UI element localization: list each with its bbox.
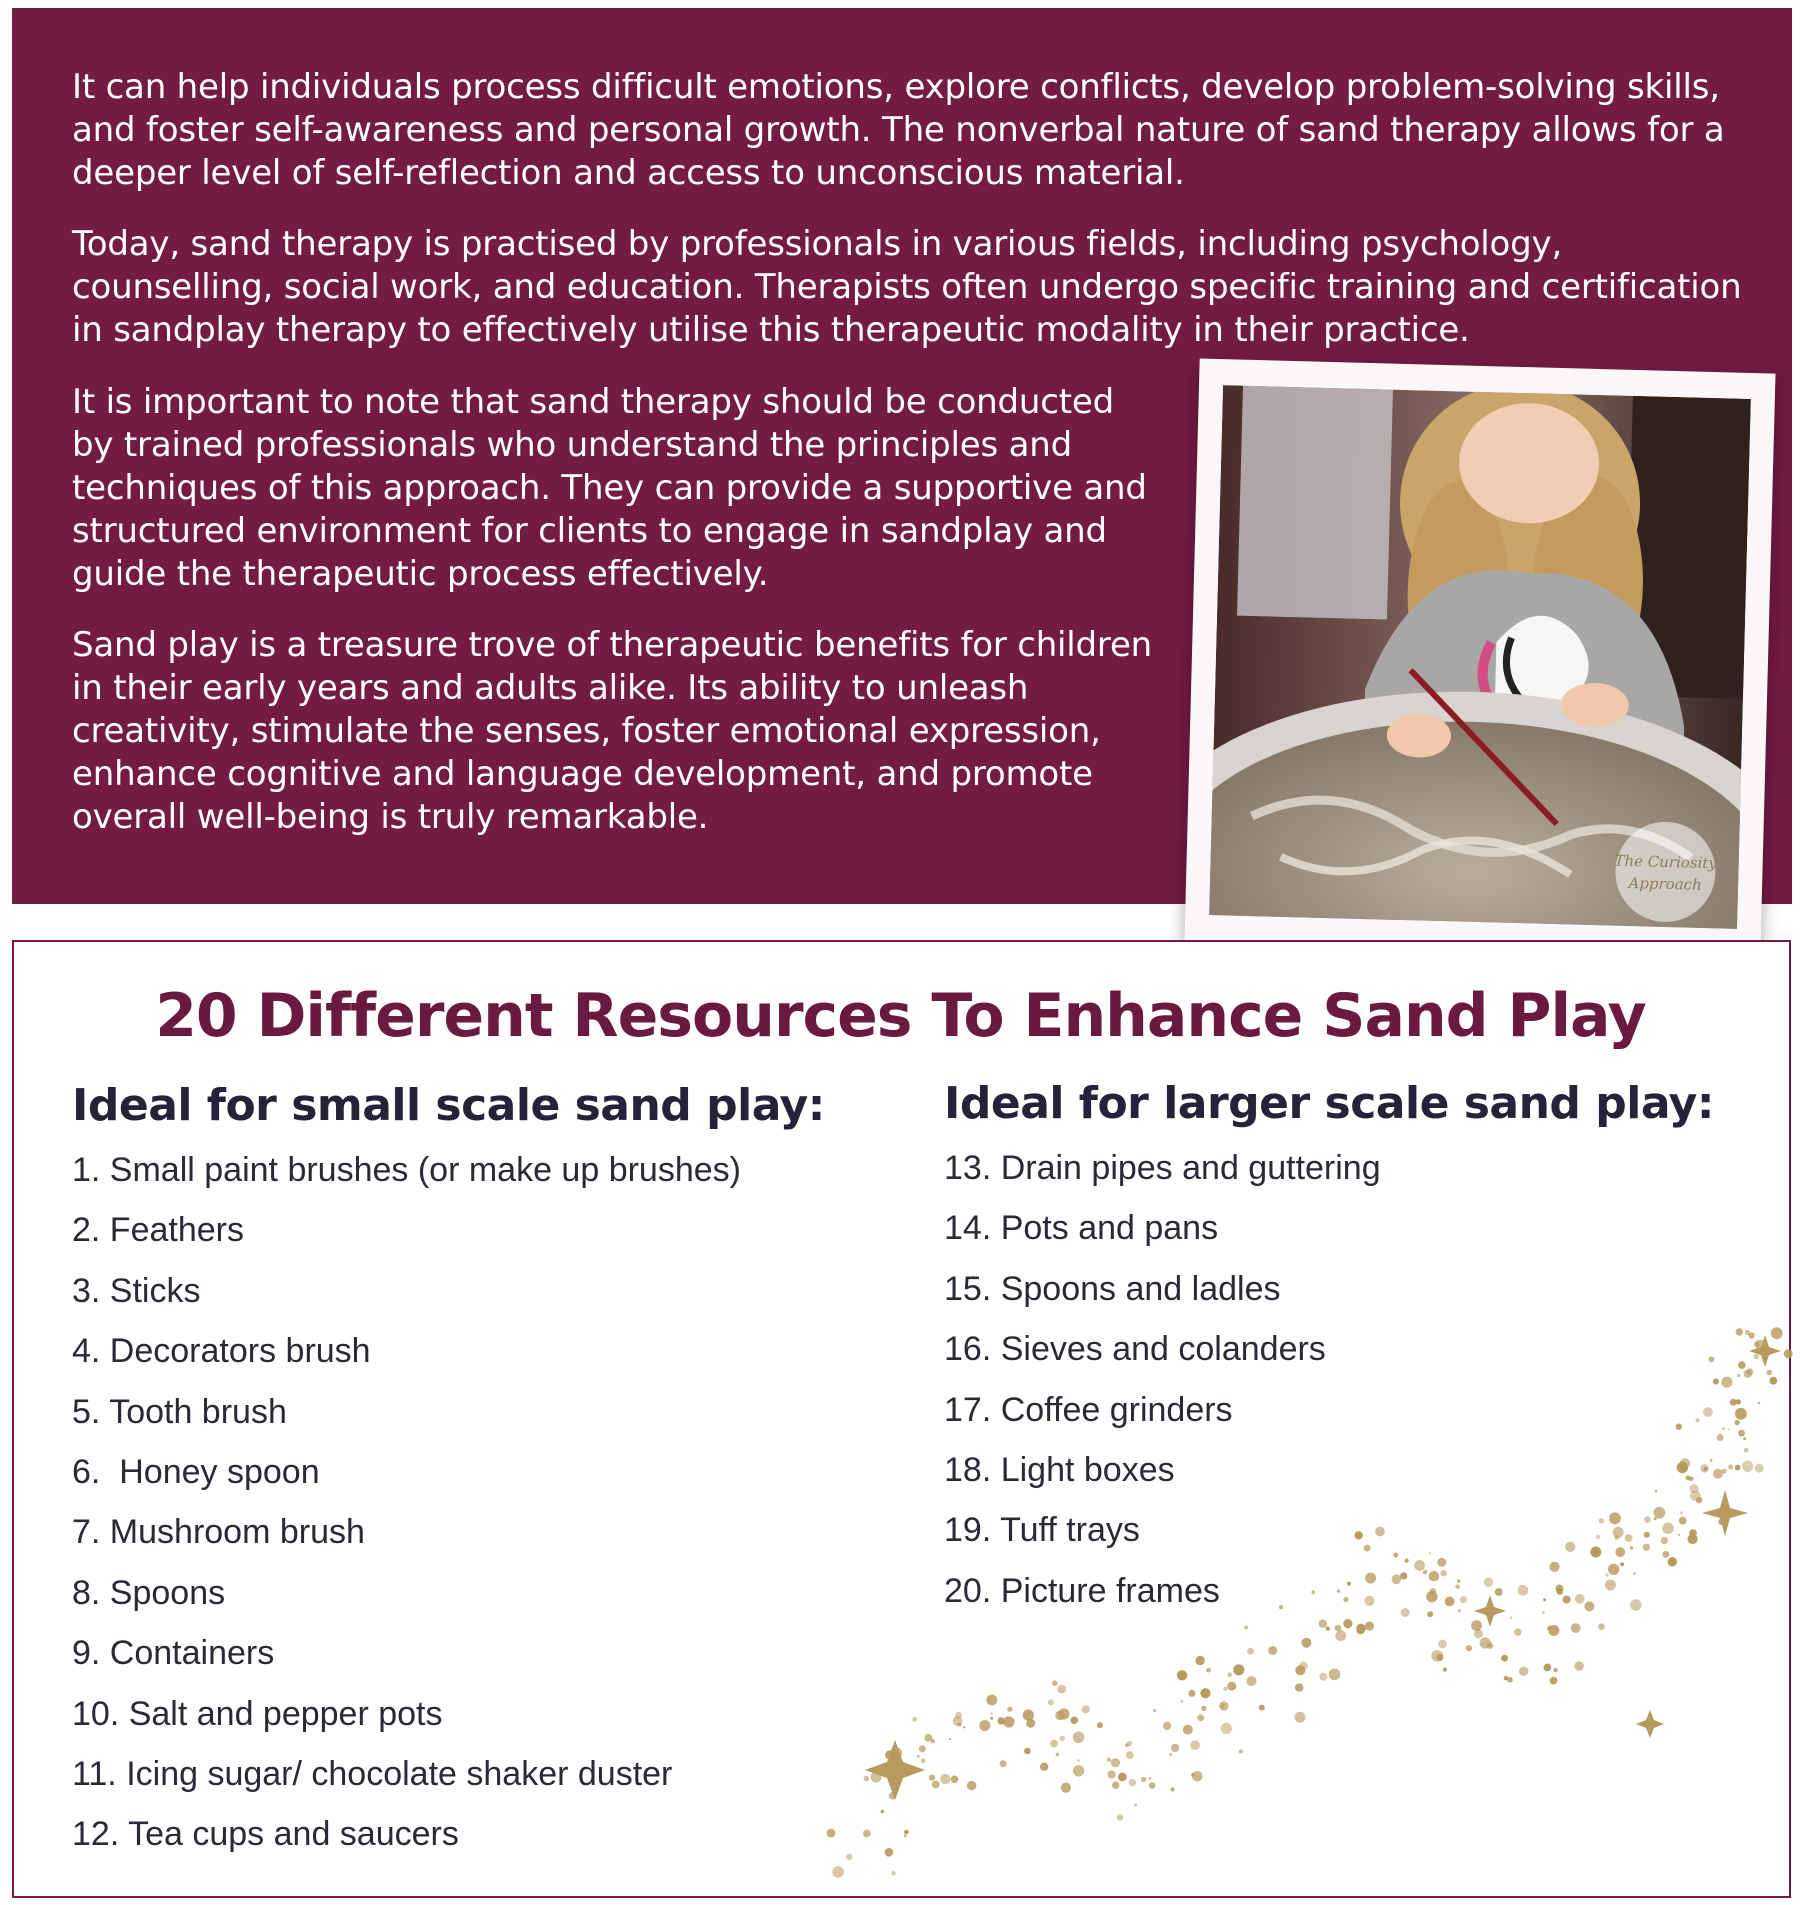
- large-scale-list: [944, 1138, 1381, 1621]
- intro-paragraph: Sand play is a treasure trove of therapeutic benefits for children in their early years and adults alike. Its ability to unleash creativity, stimulate the senses, foster emotional expression, enhance cognitive and language development, and promote overall well-being is truly remarkable.: [72, 625, 1153, 837]
- list-item: 9. Containers: [72, 1634, 275, 1673]
- list-item: 18. Light boxes: [944, 1450, 1175, 1489]
- intro-paragraph: It can help individuals process difficult emotions, explore conflicts, develop problem-solving skills, and foster self-awareness and personal growth. The nonverbal nature of sand therapy allows for a deeper level of self-reflection and access to unconscious material.: [72, 67, 1725, 193]
- small-scale-heading: Ideal for small scale sand play:: [72, 1080, 825, 1131]
- list-item: 10. Salt and pepper pots: [72, 1694, 443, 1733]
- intro-paragraph: It is important to note that sand therapy should be conducted by trained professionals who understand the principles and techniques of this approach. They can provide a supportive and structured environment for clients to engage in sandplay and guide the therapeutic process effectively.: [72, 382, 1147, 594]
- list-item: 16. Sieves and colanders: [944, 1330, 1326, 1369]
- resources-title: 20 Different Resources To Enhance Sand Play: [155, 981, 1646, 1051]
- list-item: 1. Small paint brushes (or make up brushes): [72, 1151, 741, 1189]
- list-item: 17. Coffee grinders: [944, 1390, 1233, 1429]
- list-item: 3. Sticks: [72, 1271, 201, 1310]
- list-item: 2. Feathers: [72, 1211, 244, 1250]
- list-item: 4. Decorators brush: [72, 1332, 371, 1371]
- list-item: 7. Mushroom brush: [72, 1513, 365, 1552]
- list-item: 12. Tea cups and saucers: [72, 1815, 459, 1854]
- list-item: 19. Tuff trays: [944, 1511, 1140, 1550]
- large-scale-heading: Ideal for larger scale sand play:: [944, 1078, 1714, 1129]
- list-item: 20. Picture frames: [944, 1571, 1220, 1610]
- watermark-text: The Curiosity: [1614, 851, 1718, 873]
- list-item: 13. Drain pipes and guttering: [944, 1149, 1381, 1187]
- small-scale-list: [72, 1140, 741, 1865]
- list-item: 5. Tooth brush: [72, 1392, 287, 1431]
- list-item: 11. Icing sugar/ chocolate shaker duster: [72, 1754, 673, 1793]
- watermark-text: Approach: [1628, 873, 1702, 894]
- list-item: 8. Spoons: [72, 1573, 226, 1612]
- list-item: 15. Spoons and ladles: [944, 1269, 1281, 1308]
- intro-paragraph: Today, sand therapy is practised by professionals in various fields, including psychology, counselling, social work, and education. Therapists often undergo specific training and certification in sandplay therapy to effectively utilise this therapeutic modality in their practice.: [72, 224, 1742, 350]
- photo-polaroid-frame: [1184, 359, 1775, 956]
- child-sand-play-photo: [1209, 385, 1751, 929]
- list-item: 6. Honey spoon: [72, 1452, 320, 1491]
- list-item: 14. Pots and pans: [944, 1209, 1219, 1248]
